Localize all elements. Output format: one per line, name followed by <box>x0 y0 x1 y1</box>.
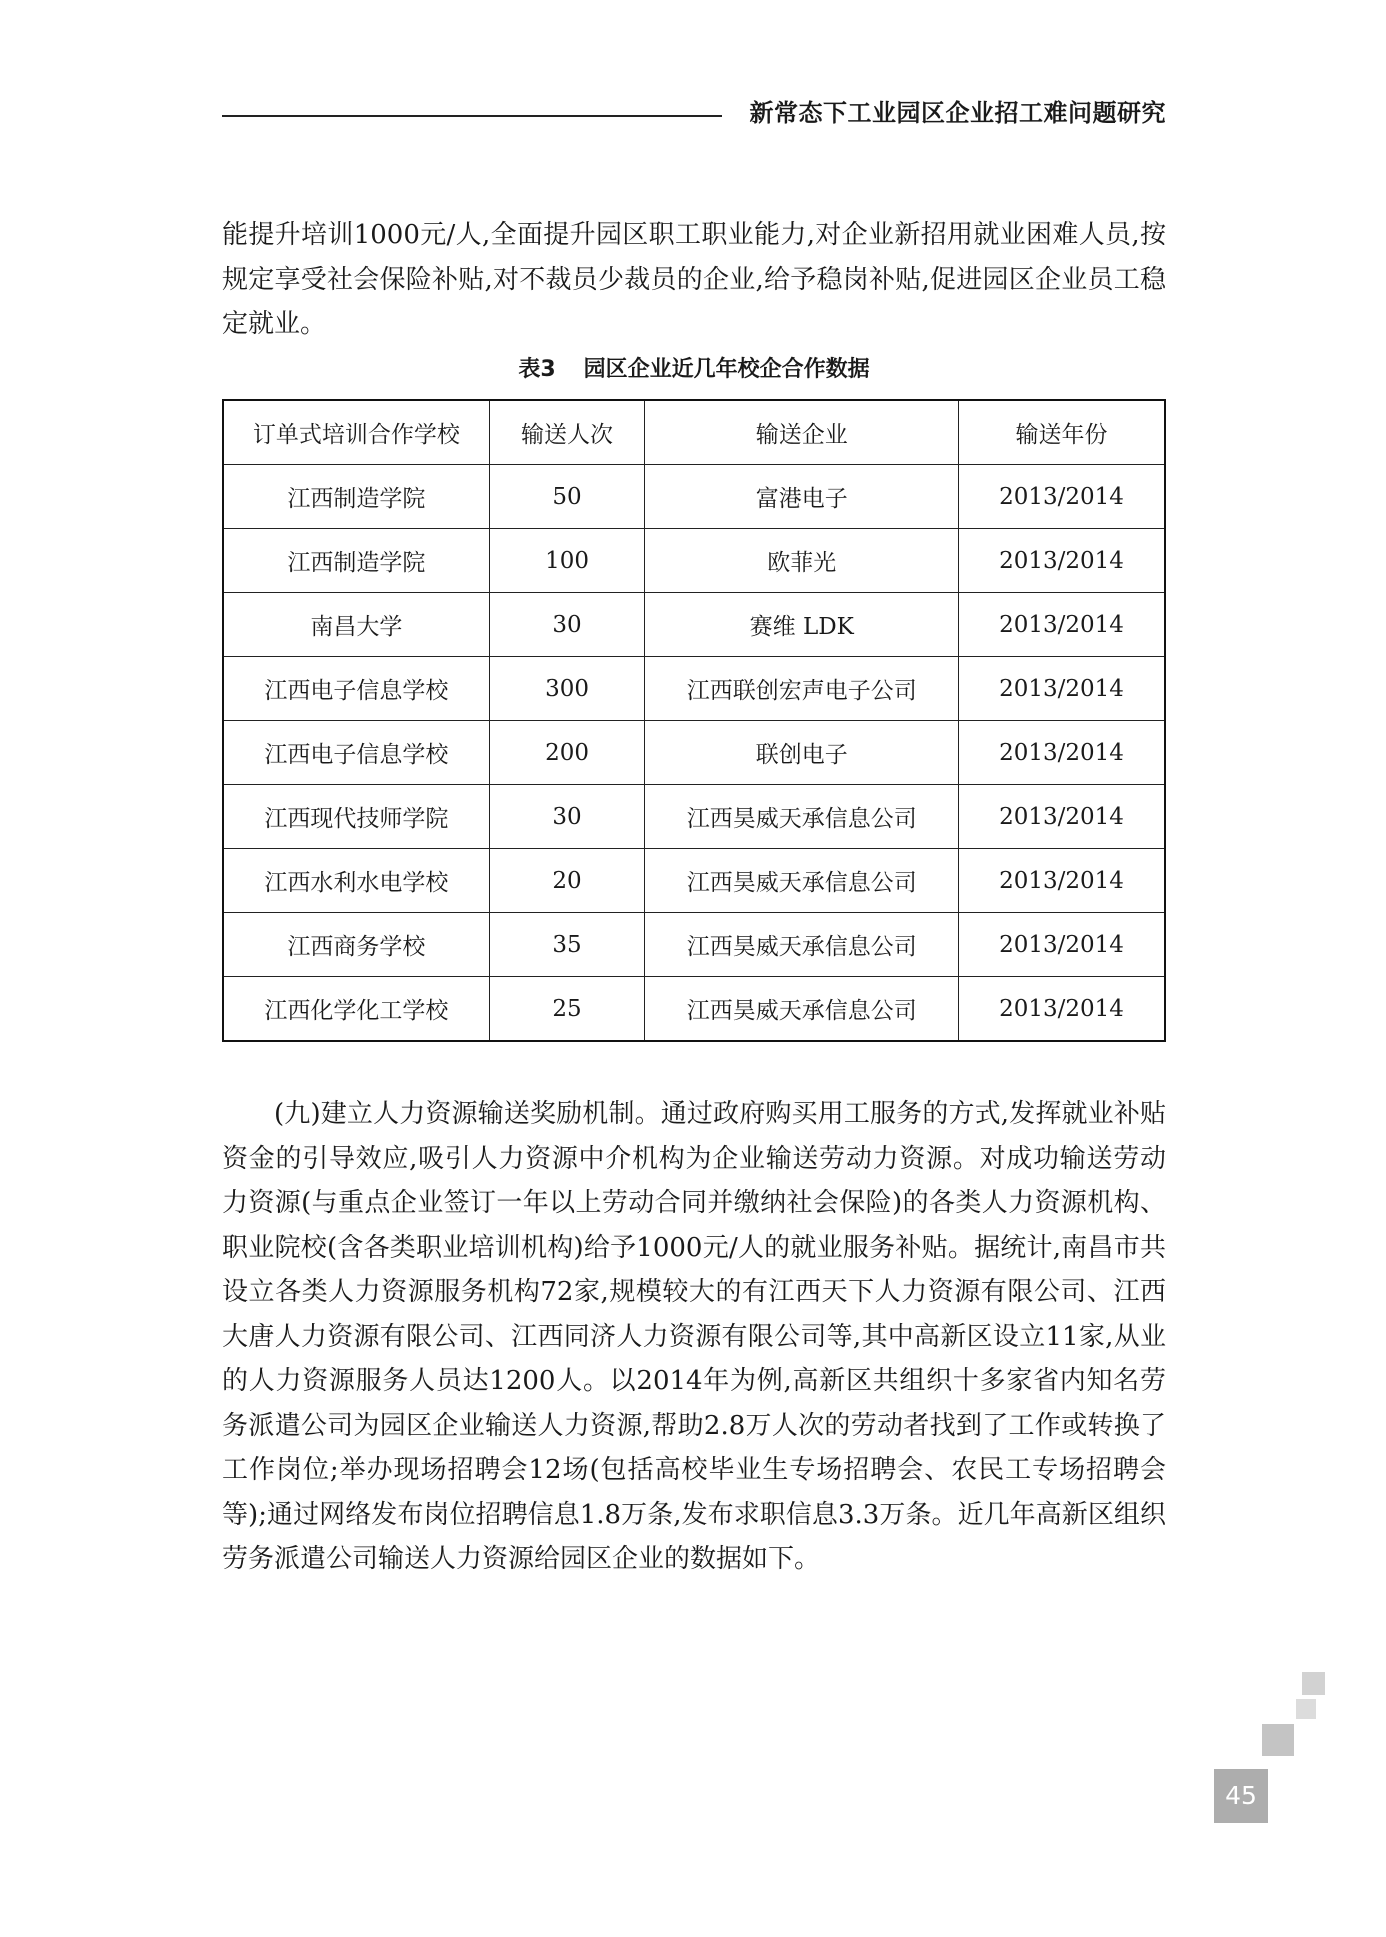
cell-school: 江西电子信息学校 <box>223 721 489 785</box>
cell-school: 江西商务学校 <box>223 913 489 977</box>
table-caption-number: 表3 <box>518 357 556 382</box>
cell-count: 300 <box>489 657 645 721</box>
cell-company: 江西昊威天承信息公司 <box>645 913 959 977</box>
cell-year: 2013/2014 <box>959 785 1165 849</box>
table-row <box>223 657 1165 721</box>
cell-count: 20 <box>489 849 645 913</box>
cell-count: 30 <box>489 785 645 849</box>
cell-school: 江西制造学院 <box>223 465 489 529</box>
cell-year: 2013/2014 <box>959 977 1165 1042</box>
cell-school: 江西电子信息学校 <box>223 657 489 721</box>
cell-company: 赛维 LDK <box>645 593 959 657</box>
header-count: 输送人次 <box>489 400 645 465</box>
cell-year: 2013/2014 <box>959 593 1165 657</box>
cell-company: 江西昊威天承信息公司 <box>645 977 959 1042</box>
cell-company: 江西昊威天承信息公司 <box>645 849 959 913</box>
cell-school: 江西现代技师学院 <box>223 785 489 849</box>
cell-year: 2013/2014 <box>959 465 1165 529</box>
decorative-square <box>1262 1724 1294 1756</box>
cell-school: 江西化学化工学校 <box>223 977 489 1042</box>
table-row <box>223 785 1165 849</box>
cell-company: 江西联创宏声电子公司 <box>645 657 959 721</box>
table-row <box>223 465 1165 529</box>
table-caption <box>222 354 1166 386</box>
table-row <box>223 977 1165 1042</box>
decorative-square <box>1296 1699 1316 1719</box>
body-paragraph-2: (九)建立人力资源输送奖励机制。通过政府购买用工服务的方式,发挥就业补贴资金的引导效应,吸引人力资源中介机构为企业输送劳动力资源。对成功输送劳动力资源(与重点企业签订一年以上劳动合同并缴纳社会保险)的各类人力资源机构、职业院校(含各类职业培训机构)给予1000元/人的就业服务补贴。据统计,南昌市共设立各类人力资源服务机构72家,规模较大的有江西天下人力资源有限公司、江西大唐人力资源有限公司、江西同济人力资源有限公司等,其中高新区设立11家,从业的人力资源服务人员达1200人。以2014年为例,高新区共组织十多家省内知名劳务派遣公司为园区企业输送人力资源,帮助2.8万人次的劳动者找到了工作或转换了工作岗位;举办现场招聘会12场(包括高校毕业生专场招聘会、农民工专场招聘会等);通过网络发布岗位招聘信息1.8万条,发布求职信息3.3万条。近几年高新区组织劳务派遣公司输送人力资源给园区企业的数据如下。 <box>222 1099 1166 1574</box>
cell-company: 联创电子 <box>645 721 959 785</box>
cell-count: 200 <box>489 721 645 785</box>
table-row <box>223 721 1165 785</box>
header-school: 订单式培训合作学校 <box>223 400 489 465</box>
cell-count: 30 <box>489 593 645 657</box>
table-row <box>223 529 1165 593</box>
running-head: 新常态下工业园区企业招工难问题研究 <box>749 99 1166 127</box>
cell-company: 江西昊威天承信息公司 <box>645 785 959 849</box>
cell-school: 江西水利水电学校 <box>223 849 489 913</box>
cell-company: 富港电子 <box>645 465 959 529</box>
cell-year: 2013/2014 <box>959 721 1165 785</box>
cell-year: 2013/2014 <box>959 849 1165 913</box>
body-paragraph-1: 能提升培训1000元/人,全面提升园区职工职业能力,对企业新招用就业困难人员,按规定享受社会保险补贴,对不裁员少裁员的企业,给予稳岗补贴,促进园区企业员工稳定就业。 <box>222 220 1166 339</box>
cell-count: 100 <box>489 529 645 593</box>
table-header-row <box>223 400 1165 465</box>
header-rule <box>222 115 722 117</box>
cell-year: 2013/2014 <box>959 913 1165 977</box>
header-year: 输送年份 <box>959 400 1165 465</box>
cell-school: 南昌大学 <box>223 593 489 657</box>
cell-count: 35 <box>489 913 645 977</box>
table-row <box>223 593 1165 657</box>
cell-company: 欧菲光 <box>645 529 959 593</box>
cell-count: 50 <box>489 465 645 529</box>
table-row <box>223 849 1165 913</box>
cell-year: 2013/2014 <box>959 529 1165 593</box>
decorative-square <box>1302 1672 1325 1695</box>
cell-count: 25 <box>489 977 645 1042</box>
cell-school: 江西制造学院 <box>223 529 489 593</box>
page-number: 45 <box>1214 1769 1268 1823</box>
table-row <box>223 913 1165 977</box>
header-company: 输送企业 <box>645 400 959 465</box>
cooperation-table <box>222 399 1166 1042</box>
cell-year: 2013/2014 <box>959 657 1165 721</box>
table-caption-title: 园区企业近几年校企合作数据 <box>583 357 870 382</box>
